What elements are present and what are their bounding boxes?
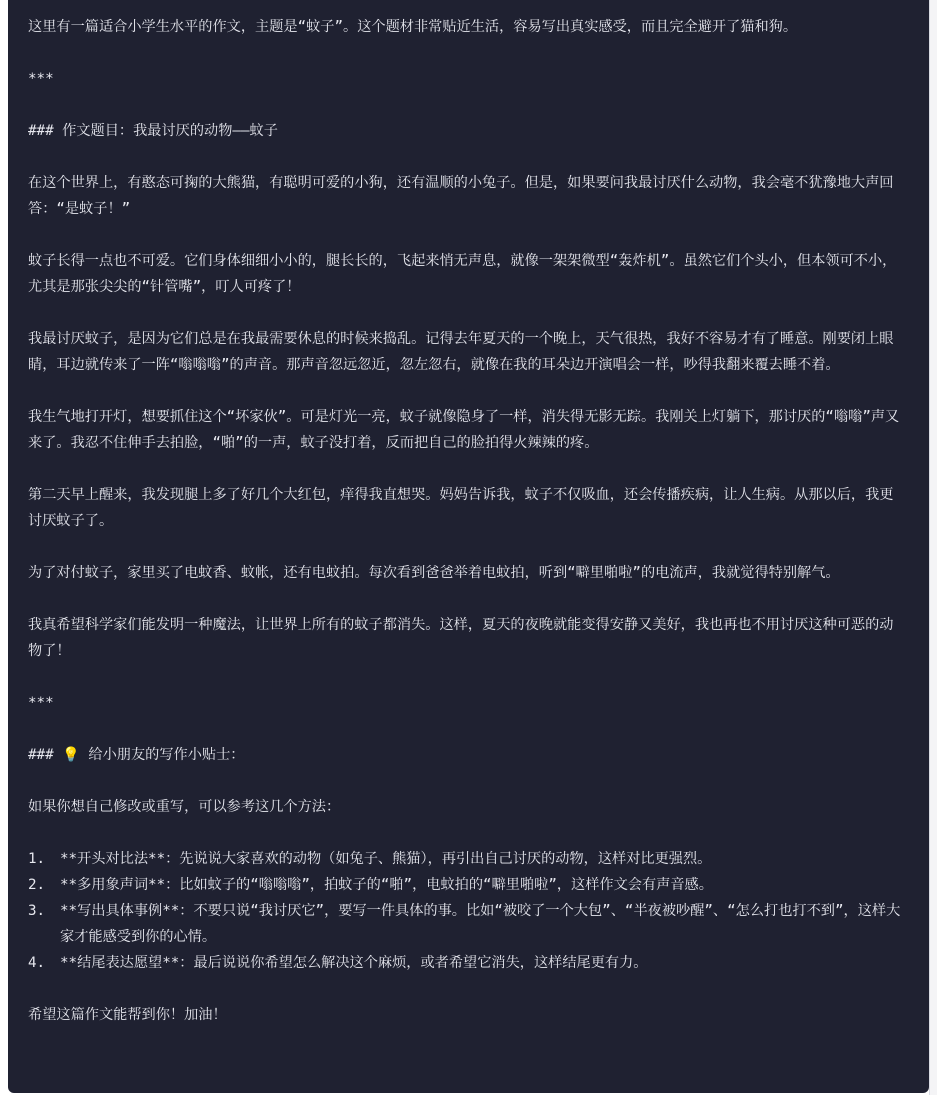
separator-line: *** [28, 695, 54, 711]
chat-message-panel [8, 0, 929, 1093]
list-item-number: 1. [28, 851, 46, 867]
outro-text: 希望这篇作文能帮到你！加油！ [28, 1007, 227, 1023]
essay-paragraph-2: 蚊子长得一点也不可爱。它们身体细细小小的，腿长长的，飞起来悄无声息，就像一架架微型“轰炸机”。虽然它们个头小，但本领可不小，尤其是那张尖尖的“针管嘴”，叮人可疼了！ [28, 253, 897, 295]
list-item-number: 2. [28, 877, 46, 893]
tips-list [28, 846, 907, 976]
tips-heading-text: 给小朋友的写作小贴士： [79, 747, 245, 763]
list-item-text: **结尾表达愿望**：最后说说你希望怎么解决这个麻烦，或者希望它消失，这样结尾更有力。 [60, 955, 648, 971]
essay-paragraph-6: 为了对付蚊子，家里买了电蚊香、蚊帐，还有电蚊拍。每次看到爸爸举着电蚊拍，听到“噼里啪啦”的电流声，我就觉得特别解气。 [28, 565, 840, 581]
lightbulb-icon: 💡 [62, 747, 80, 763]
list-item [28, 872, 907, 898]
list-item-number: 4. [28, 955, 46, 971]
page-scroll-edge [929, 0, 937, 1095]
essay-title-heading: ### 作文题目：我最讨厌的动物——蚊子 [28, 123, 278, 139]
essay-paragraph-4: 我生气地打开灯，想要抓住这个“坏家伙”。可是灯光一亮，蚊子就像隐身了一样，消失得无影无踪。我刚关上灯躺下，那讨厌的“嗡嗡”声又来了。我忍不住伸手去拍脸，“啪”的一声，蚊子没打着，反而把自己的脸拍得火辣辣的疼。 [28, 409, 900, 451]
tips-intro-text: 如果你想自己修改或重写，可以参考这几个方法： [28, 799, 341, 815]
list-item-text: **多用象声词**：比如蚊子的“嗡嗡嗡”，拍蚊子的“啪”，电蚊拍的“噼里啪啦”，这样作文会有声音感。 [60, 877, 713, 893]
tips-heading [28, 742, 907, 768]
list-item [28, 846, 907, 872]
intro-text: 这里有一篇适合小学生水平的作文，主题是“蚊子”。这个题材非常贴近生活，容易写出真实感受，而且完全避开了猫和狗。 [28, 19, 798, 35]
essay-paragraph-5: 第二天早上醒来，我发现腿上多了好几个大红包，痒得我直想哭。妈妈告诉我，蚊子不仅吸血，还会传播疾病，让人生病。从那以后，我更讨厌蚊子了。 [28, 487, 894, 529]
essay-paragraph-3: 我最讨厌蚊子，是因为它们总是在我最需要休息的时候来捣乱。记得去年夏天的一个晚上，天气很热，我好不容易才有了睡意。刚要闭上眼睛，耳边就传来了一阵“嗡嗡嗡”的声音。那声音忽远忽近，忽左忽右，就像在我的耳朵边开演唱会一样，吵得我翻来覆去睡不着。 [28, 331, 894, 373]
list-item [28, 898, 907, 950]
list-item-number: 3. [28, 903, 46, 919]
separator-line: *** [28, 71, 54, 87]
list-item-text: **写出具体事例**：不要只说“我讨厌它”，要写一件具体的事。比如“被咬了一个大包”、“半夜被吵醒”、“怎么打也打不到”，这样大家才能感受到你的心情。 [60, 903, 901, 945]
essay-paragraph-7: 我真希望科学家们能发明一种魔法，让世界上所有的蚊子都消失。这样，夏天的夜晚就能变得安静又美好，我也再也不用讨厌这种可恶的动物了！ [28, 617, 894, 659]
tips-heading-prefix: ### [28, 747, 63, 763]
list-item-text: **开头对比法**：先说说大家喜欢的动物（如兔子、熊猫），再引出自己讨厌的动物，这样对比更强烈。 [60, 851, 712, 867]
list-item [28, 950, 907, 976]
essay-paragraph-1: 在这个世界上，有憨态可掬的大熊猫，有聪明可爱的小狗，还有温顺的小兔子。但是，如果要问我最讨厌什么动物，我会毫不犹豫地大声回答：“是蚊子！” [28, 175, 894, 217]
